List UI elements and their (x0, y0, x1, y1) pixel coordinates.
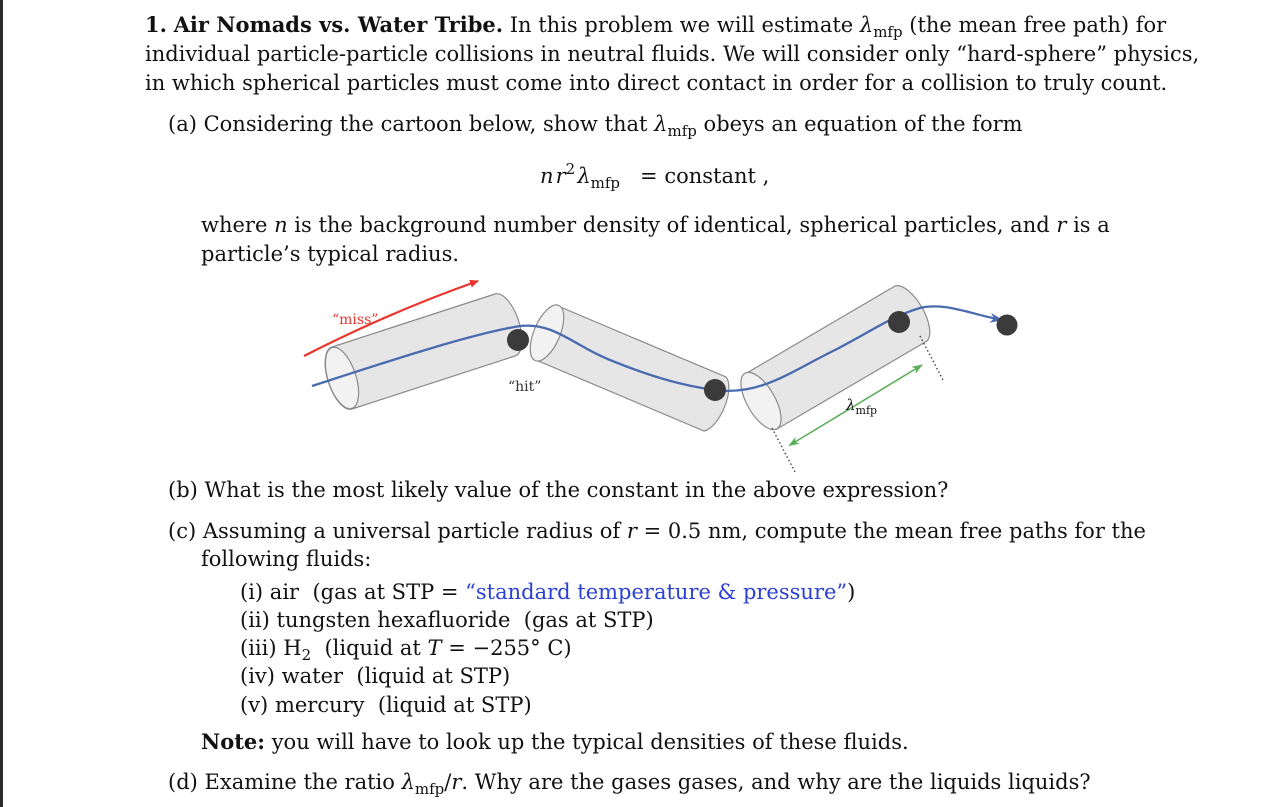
part-b-label: (b) (168, 478, 198, 502)
part-a-label: (a) (168, 112, 197, 136)
problem-intro-line-1: 1. Air Nomads vs. Water Tribe. In this problem we will estimate $\lambda_{mfp}$ (the mean free path) for (145, 12, 1167, 41)
target-particle-2 (704, 379, 726, 401)
hit-label: “hit” (508, 379, 542, 395)
mean-free-path-label: $\lambda_{mfp}$ (846, 396, 878, 417)
moving-particle (997, 315, 1018, 336)
part-a-equation: n $r^2$ $\lambda_{mfp}$ = constant , (540, 160, 770, 192)
collision-cartoon-figure (290, 272, 1050, 472)
part-c-question-line-2: following fluids: (201, 547, 372, 571)
part-d-label: (d) (168, 770, 198, 794)
fluid-item-air: (i) air (gas at STP = “standard temperature & pressure”) (240, 580, 856, 604)
stp-definition-link[interactable]: “standard temperature & pressure” (465, 580, 848, 604)
target-particle-3 (888, 311, 910, 333)
fluid-item-tungsten-hexafluoride: (ii) tungsten hexafluoride (gas at STP) (240, 608, 654, 632)
part-a-where-line-2: particle’s typical radius. (201, 242, 460, 266)
fluid-item-hydrogen: (iii) $H_2$ (liquid at T = −255° C) (240, 636, 572, 664)
fluid-item-water: (iv) water (liquid at STP) (240, 664, 511, 688)
part-c-question-line-1: (c) Assuming a universal particle radius of r = 0.5 nm, compute the mean free paths for the (168, 519, 1146, 543)
page-left-border (0, 0, 3, 807)
problem-intro-line-3: in which spherical particles must come into direct contact in order for a collision to truly count. (145, 71, 1168, 95)
problem-title: Air Nomads vs. Water Tribe. (173, 12, 504, 37)
part-b-question: (b) What is the most likely value of the constant in the above expression? (168, 478, 949, 502)
part-c-label: (c) (168, 519, 197, 543)
part-a-question: (a) Considering the cartoon below, show that $\lambda_{mfp}$ obeys an equation of the form (168, 112, 1023, 140)
part-d-question: (d) Examine the ratio $\lambda_{mfp}/r$. Why are the gases gases, and why are the liquids liquids? (168, 770, 1091, 798)
part-c-note: Note: you will have to look up the typical densities of these fluids. (201, 729, 909, 754)
problem-intro-line-2: individual particle-particle collisions in neutral fluids. We will consider only “hard-sphere” physics, (145, 42, 1200, 66)
target-particle-1 (507, 329, 529, 351)
mfp-guide-line-left (772, 428, 795, 472)
fluid-item-mercury: (v) mercury (liquid at STP) (240, 693, 532, 717)
problem-number: 1. (145, 12, 167, 37)
miss-label: “miss” (332, 312, 379, 328)
part-a-where-line-1: where n is the background number density of identical, spherical particles, and r is a (201, 213, 1110, 237)
collision-cylinder-3 (733, 286, 930, 436)
